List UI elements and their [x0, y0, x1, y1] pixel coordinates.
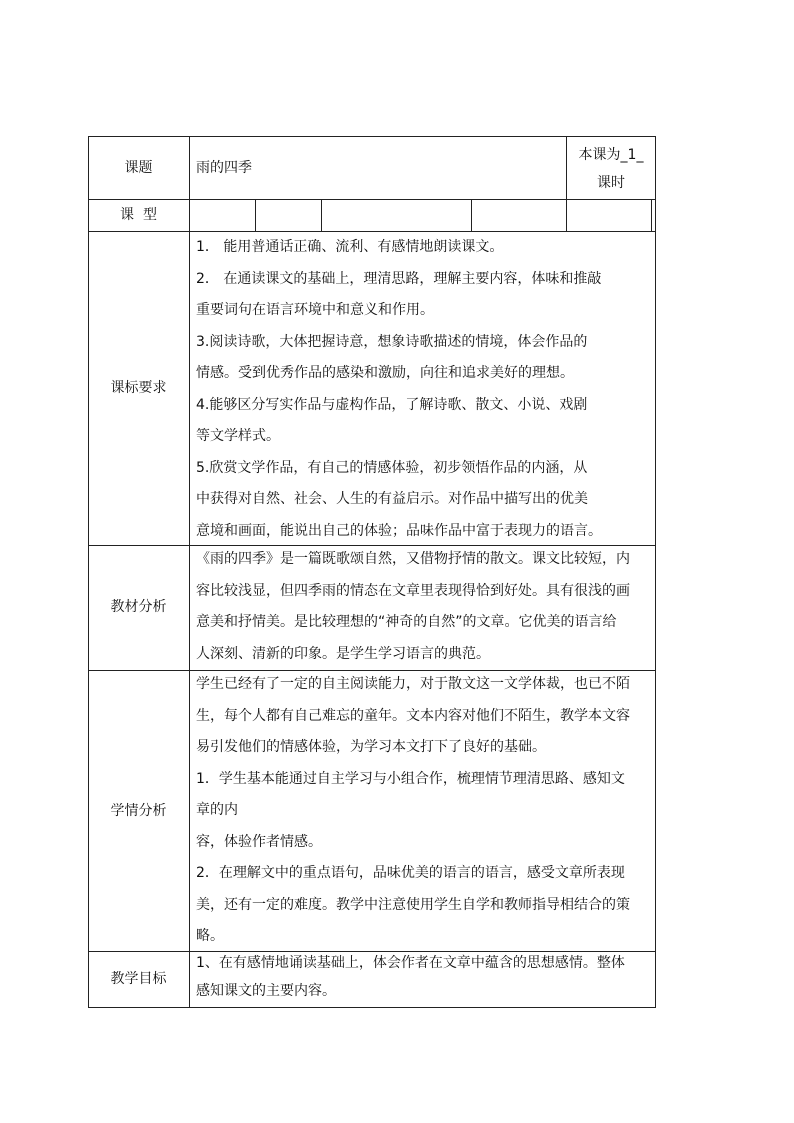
- type-cell-divider: [321, 199, 322, 232]
- students-line: 章的内: [196, 802, 238, 818]
- type-cell-divider: [471, 199, 472, 232]
- materials-line: 人深刻、清新的印象。是学生学习语言的典范。: [196, 645, 490, 662]
- students-line: 生，每个人都有自己难忘的童年。文本内容对他们不陌生，教学本文容: [196, 707, 630, 724]
- students-line: 容，体验作者情感。: [196, 833, 322, 850]
- lesson-plan-table: [88, 136, 656, 1008]
- standards-line: 3.阅读诗歌，大体把握诗意，想象诗歌描述的情境，体会作品的: [196, 333, 588, 350]
- materials-label: 教材分析: [110, 599, 167, 615]
- students-line: 美，还有一定的难度。教学中注意使用学生自学和教师指导相结合的策: [196, 896, 630, 913]
- title-label: 课题: [124, 160, 153, 176]
- label-column-divider: [189, 136, 190, 1008]
- lesson-count-line2: 课时: [597, 175, 625, 191]
- standards-line: 中获得对自然、社会、人生的有益启示。对作品中描写出的优美: [196, 491, 588, 507]
- lesson-title: 雨的四季: [196, 160, 252, 176]
- standards-line: 情感。受到优秀作品的感染和激励，向往和追求美好的理想。: [196, 365, 574, 381]
- students-content: [196, 669, 656, 953]
- objectives-line: 感知课文的主要内容。: [196, 983, 336, 999]
- objectives-content: [196, 949, 656, 1005]
- table-row-divider: [88, 199, 656, 200]
- standards-line: 2． 在通读课文的基础上，理清思路，理解主要内容，体味和推敲: [196, 270, 602, 287]
- type-label: 课 型: [120, 207, 157, 223]
- standards-line: 5.欣赏文学作品，有自己的情感体验，初步领悟作品的内涵，从: [196, 459, 588, 476]
- standards-line: 4.能够区分写实作品与虚构作品，了解诗歌、散文、小说、戏剧: [196, 396, 588, 413]
- materials-content: [196, 544, 656, 670]
- students-line: 1．学生基本能通过自主学习与小组合作，梳理情节理清思路、感知文: [196, 770, 625, 787]
- objectives-label: 教学目标: [110, 971, 167, 987]
- table-border-bottom: [88, 1007, 656, 1008]
- students-line: 学生已经有了一定的自主阅读能力，对于散文这一文学体裁，也已不陌: [196, 676, 630, 692]
- table-border-top: [88, 136, 656, 137]
- standards-line: 等文学样式。: [196, 428, 280, 444]
- materials-line: 意美和抒情美。是比较理想的“神奇的自然”的文章。它优美的语言给: [196, 614, 617, 630]
- materials-line: 《雨的四季》是一篇既歌颂自然，又借物抒情的散文。课文比较短，内: [196, 551, 630, 567]
- standards-line: 1． 能用普通话正确、流利、有感情地朗读课文。: [196, 239, 504, 255]
- students-line: 易引发他们的情感体验，为学习本文打下了良好的基础。: [196, 739, 546, 755]
- students-label: 学情分析: [110, 803, 167, 819]
- students-line: 略。: [196, 928, 224, 944]
- standards-content: [196, 232, 656, 547]
- objectives-line: 1、在有感情地诵读基础上，体会作者在文章中蕴含的思想感情。整体: [196, 955, 625, 971]
- standards-line: 意境和画面，能说出自己的体验；品味作品中富于表现力的语言。: [196, 522, 602, 539]
- materials-line: 容比较浅显，但四季雨的情态在文章里表现得恰到好处。具有很浅的画: [196, 582, 630, 599]
- table-border-left: [88, 136, 89, 1008]
- type-cell-divider: [651, 199, 652, 232]
- lesson-count-line1: 本课为_1_: [578, 147, 644, 163]
- standards-label: 课标要求: [110, 380, 167, 396]
- students-line: 2．在理解文中的重点语句，品味优美的语言的语言，感受文章所表现: [196, 865, 625, 881]
- type-cell-divider: [255, 199, 256, 232]
- type-cell-divider: [566, 199, 567, 232]
- standards-line: 重要词句在语言环境中和意义和作用。: [196, 302, 434, 318]
